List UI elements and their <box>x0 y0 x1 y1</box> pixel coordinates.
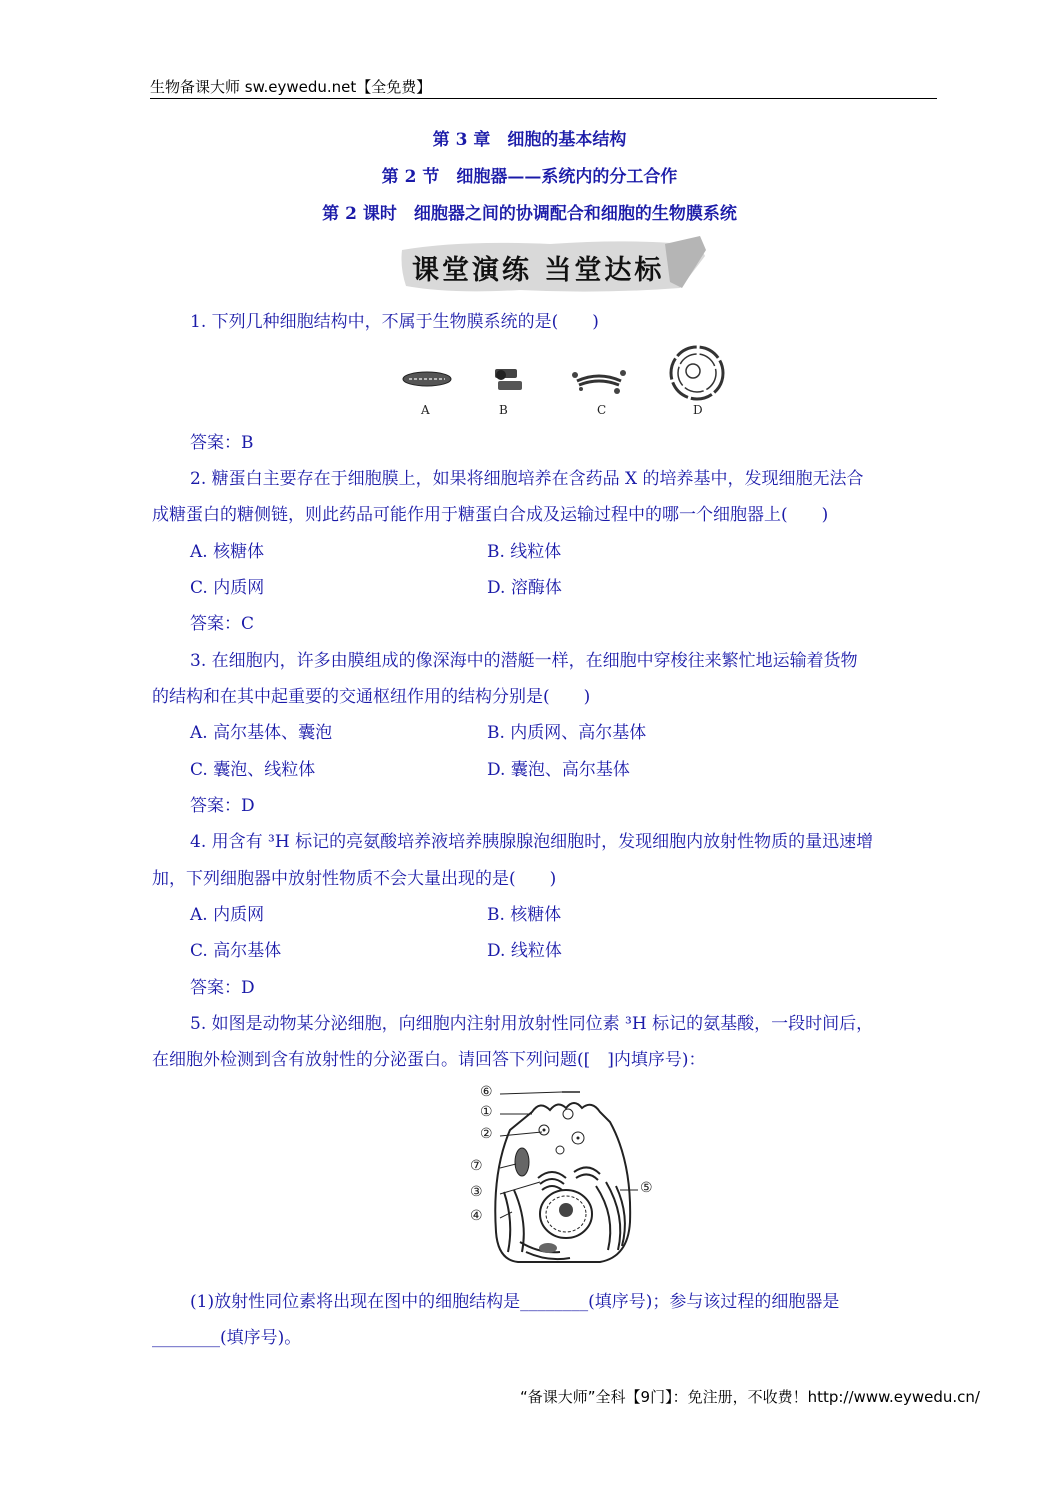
cell-label-2: ② <box>480 1126 493 1142</box>
q5-sub1-line2: ________(填序号)。 <box>152 1328 302 1348</box>
q1-label-c: C <box>597 403 607 417</box>
section-banner <box>400 236 710 296</box>
cell-label-7: ⑦ <box>470 1158 483 1174</box>
q2-stem-line1: 2. 糖蛋白主要存在于细胞膜上，如果将细胞培养在含药品 X 的培养基中，发现细胞无法合 <box>190 469 864 489</box>
q2-option-b: B. 线粒体 <box>487 542 562 562</box>
q1-figure <box>395 345 735 425</box>
q3-option-c: C. 囊泡、线粒体 <box>190 760 316 780</box>
cell-label-3: ③ <box>470 1184 483 1200</box>
q4-stem-line2: 加，下列细胞器中放射性物质不会大量出现的是( ) <box>152 869 557 889</box>
lesson-title: 第 2 课时 细胞器之间的协调配合和细胞的生物膜系统 <box>322 204 737 224</box>
section-title: 第 2 节 细胞器——系统内的分工合作 <box>381 167 678 187</box>
q1-stem: 1. 下列几种细胞结构中，不属于生物膜系统的是( ) <box>190 312 599 332</box>
q3-stem-line2: 的结构和在其中起重要的交通枢纽作用的结构分别是( ) <box>152 687 591 707</box>
cell-label-6: ⑥ <box>480 1084 493 1100</box>
q3-option-d: D. 囊泡、高尔基体 <box>487 760 630 780</box>
q3-stem-line1: 3. 在细胞内，许多由膜组成的像深海中的潜艇一样，在细胞中穿梭往来繁忙地运输着货物 <box>190 651 858 671</box>
secretory-cell-figure <box>470 1082 670 1272</box>
q2-option-d: D. 溶酶体 <box>487 578 562 598</box>
q2-option-c: C. 内质网 <box>190 578 265 598</box>
q4-answer: 答案：D <box>190 978 255 998</box>
cell-label-4: ④ <box>470 1208 483 1224</box>
page-header <box>150 76 937 99</box>
q2-option-a: A. 核糖体 <box>190 542 265 562</box>
q2-answer: 答案：C <box>190 614 255 634</box>
q5-stem-line2: 在细胞外检测到含有放射性的分泌蛋白。请回答下列问题([ ]内填序号)： <box>152 1050 706 1070</box>
q5-stem-line1: 5. 如图是动物某分泌细胞，向细胞内注射用放射性同位素 ³H 标记的氨基酸，一段时间后， <box>190 1014 874 1034</box>
q5-sub1-line1: (1)放射性同位素将出现在图中的细胞结构是________(填序号)；参与该过程的细胞器是 <box>190 1292 840 1312</box>
secretory-cell-icon <box>470 1082 670 1272</box>
q3-option-b: B. 内质网、高尔基体 <box>487 723 647 743</box>
header-text: 生物备课大师 sw.eywedu.net【全免费】 <box>150 78 432 96</box>
q3-answer: 答案：D <box>190 796 255 816</box>
organelle-diagram-icon <box>395 345 735 405</box>
title-block <box>0 128 1059 239</box>
cell-label-1: ① <box>480 1104 493 1120</box>
q4-option-b: B. 核糖体 <box>487 905 562 925</box>
q1-label-a: A <box>421 403 430 417</box>
banner-text: 课堂演练 当堂达标 <box>412 255 665 286</box>
q1-label-b: B <box>499 403 508 417</box>
q1-answer: 答案：B <box>190 433 254 453</box>
cell-label-5: ⑤ <box>640 1180 653 1196</box>
q4-option-c: C. 高尔基体 <box>190 941 282 961</box>
q2-stem-line2: 成糖蛋白的糖侧链，则此药品可能作用于糖蛋白合成及运输过程中的哪一个细胞器上( ) <box>152 505 829 525</box>
q1-label-d: D <box>693 403 703 417</box>
q3-option-a: A. 高尔基体、囊泡 <box>190 723 333 743</box>
q4-stem-line1: 4. 用含有 ³H 标记的亮氨酸培养液培养胰腺腺泡细胞时，发现细胞内放射性物质的量迅速增 <box>190 832 874 852</box>
q4-option-a: A. 内质网 <box>190 905 265 925</box>
page-footer: “备课大师”全科【9门】：免注册，不收费！http://www.eywedu.cn/ <box>520 1388 980 1406</box>
chapter-title: 第 3 章 细胞的基本结构 <box>432 130 627 150</box>
q4-option-d: D. 线粒体 <box>487 941 562 961</box>
